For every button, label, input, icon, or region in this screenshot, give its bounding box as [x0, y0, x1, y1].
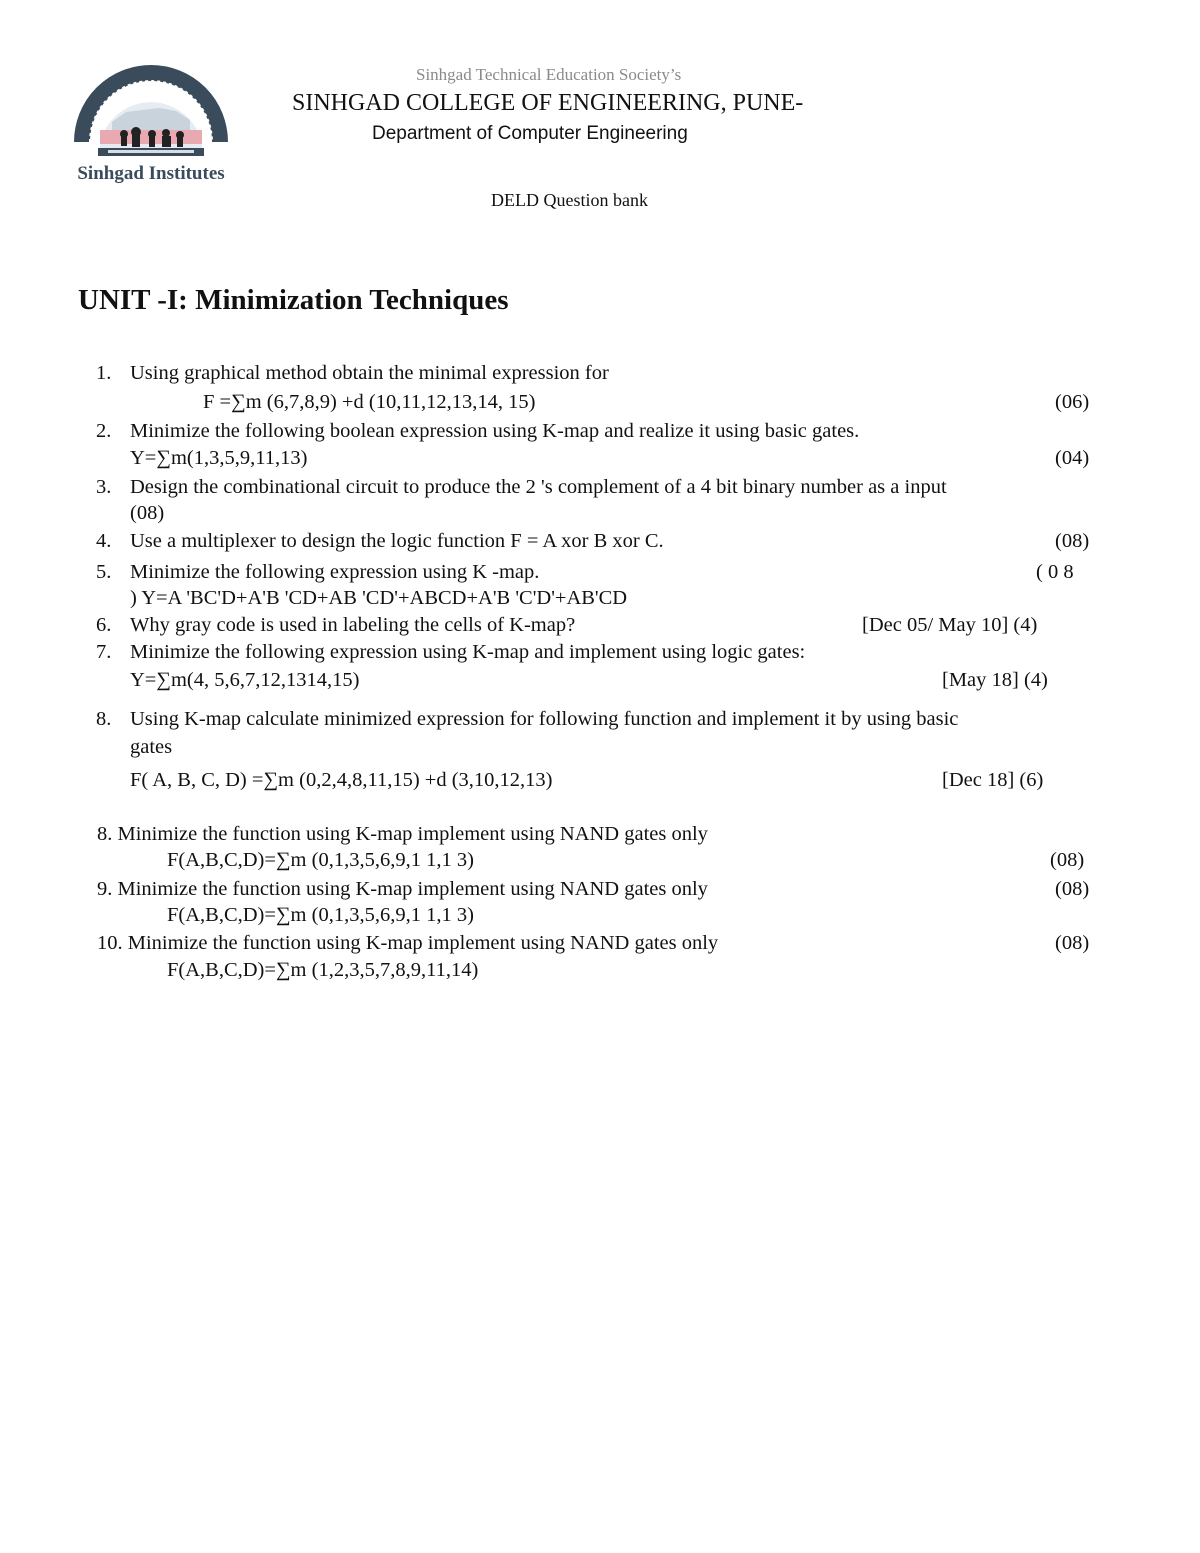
question-text: Design the combinational circuit to produce the 2 's complement of a 4 bit binary number as a input: [130, 476, 947, 498]
question-expression: F(A,B,C,D)=∑m (0,1,3,5,6,9,1 1,1 3): [167, 849, 474, 871]
question-marks: ( 0 8: [1036, 561, 1074, 583]
question-marks: [May 18] (4): [942, 669, 1048, 691]
question-expression: F( A, B, C, D) =∑m (0,2,4,8,11,15) +d (3,10,12,13): [130, 769, 553, 791]
question-number: 4.: [96, 530, 112, 552]
question-expression: F(A,B,C,D)=∑m (0,1,3,5,6,9,1 1,1 3): [167, 904, 474, 926]
question-number: 7.: [96, 641, 112, 663]
question-number: 8.: [96, 708, 112, 730]
question-expression: Y=∑m(4, 5,6,7,12,1314,15): [130, 669, 360, 691]
department-name: Department of Computer Engineering: [372, 123, 688, 144]
question-marks: [Dec 18] (6): [942, 769, 1044, 791]
question-text: Minimize the following expression using K-map and implement using logic gates:: [130, 641, 806, 663]
question-marks: (08): [1050, 849, 1085, 871]
question-expression: Y=∑m(1,3,5,9,11,13): [130, 447, 308, 469]
question-marks: (08): [130, 502, 165, 524]
question-number: 3.: [96, 476, 112, 498]
question-marks: [Dec 05/ May 10] (4): [862, 614, 1038, 636]
unit-title: UNIT -I: Minimization Techniques: [78, 284, 509, 316]
question-number: 5.: [96, 561, 112, 583]
question-number: 1.: [96, 362, 112, 384]
question-continuation: ) Y=A 'BC'D+A'B 'CD+AB 'CD'+ABCD+A'B 'C'D'+AB'CD: [130, 587, 628, 609]
question-text: Using K-map calculate minimized expression for following function and implement it by using basic: [130, 708, 959, 730]
question-marks: (04): [1055, 447, 1090, 469]
question-expression: F =∑m (6,7,8,9) +d (10,11,12,13,14, 15): [203, 391, 536, 413]
society-name: Sinhgad Technical Education Society’s: [416, 65, 682, 84]
question-text: Minimize the following expression using K -map.: [130, 561, 540, 583]
logo-name: Sinhgad Institutes: [77, 163, 225, 184]
college-name: SINHGAD COLLEGE OF ENGINEERING, PUNE-: [292, 90, 804, 116]
question-text: Why gray code is used in labeling the cells of K-map?: [130, 614, 576, 636]
question-text: Use a multiplexer to design the logic function F = A xor B xor C.: [130, 530, 664, 552]
question-text: 9. Minimize the function using K-map implement using NAND gates only: [97, 878, 708, 900]
question-number: 6.: [96, 614, 112, 636]
question-text: Using graphical method obtain the minimal expression for: [130, 362, 609, 384]
question-marks: (08): [1055, 530, 1090, 552]
question-marks: (08): [1055, 878, 1090, 900]
document-title: DELD Question bank: [491, 190, 648, 210]
question-expression: F(A,B,C,D)=∑m (1,2,3,5,7,8,9,11,14): [167, 959, 479, 981]
question-number: 2.: [96, 420, 112, 442]
question-text: Minimize the following boolean expression using K-map and realize it using basic gates.: [130, 420, 860, 442]
question-marks: (08): [1055, 932, 1090, 954]
question-marks: (06): [1055, 391, 1090, 413]
question-text: 8. Minimize the function using K-map implement using NAND gates only: [97, 823, 708, 845]
question-continuation: gates: [130, 736, 173, 758]
sinhgad-logo: [64, 64, 238, 188]
question-text: 10. Minimize the function using K-map implement using NAND gates only: [97, 932, 719, 954]
